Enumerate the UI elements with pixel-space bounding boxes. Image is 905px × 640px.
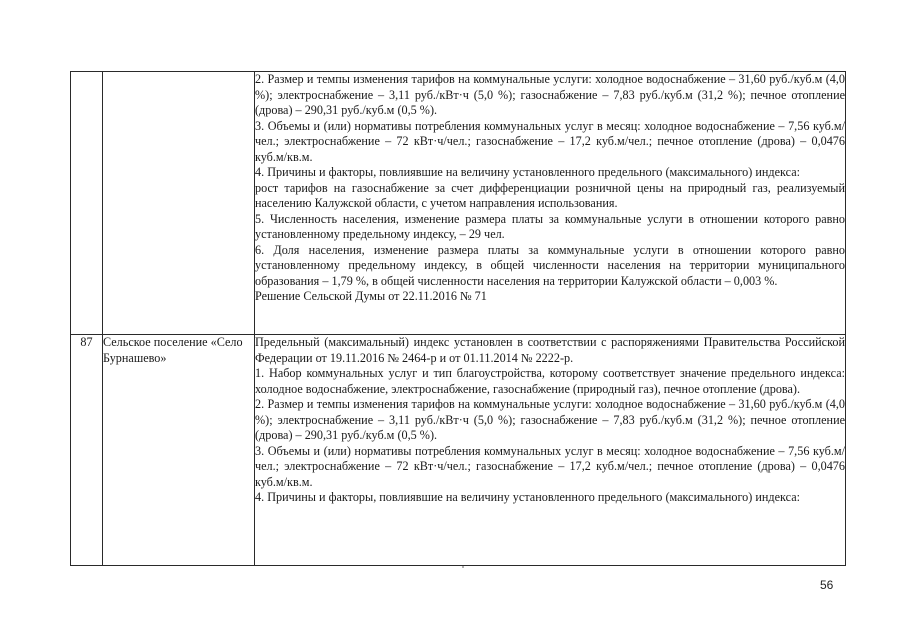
table-row	[71, 72, 846, 335]
paragraph: 2. Размер и темпы изменения тарифов на коммунальные услуги: холодное водоснабжение – 31,60 руб./куб.м (4,0 %); электроснабжение – 3,11 руб./кВт·ч (5,0 %); газоснабжение – 7,83 руб./куб.м (31,2 %); печное отопление (дрова) – 290,31 руб./куб.м (0,5 %).	[255, 72, 845, 117]
municipality-cell: Сельское поселение «Село Бурнашево»	[103, 335, 255, 566]
paragraph: Предельный (максимальный) индекс установлен в соответствии с распоряжениями Правительства Российской Федерации от 19.11.2016 № 2464-р и от 01.11.2014 № 2222-р.	[255, 335, 845, 365]
paragraph: 5. Численность населения, изменение размера платы за коммунальные услуги в отношении которого равно установленному предельному индексу, – 29 чел.	[255, 211, 845, 241]
paragraph: 2. Размер и темпы изменения тарифов на коммунальные услуги: холодное водоснабжение – 31,60 руб./куб.м (4,0 %); электроснабжение – 3,11 руб./кВт·ч (5,0 %); газоснабжение – 7,83 руб./куб.м (31,2 %); печное отопление (дрова) – 290,31 руб./куб.м (0,5 %).	[255, 397, 845, 442]
table-row	[71, 335, 846, 566]
paragraph: рост тарифов на газоснабжение за счет дифференциации розничной цены на природный газ, реализуемый населению Калужской области, с учетом направления использования.	[255, 180, 845, 210]
municipality-cell	[103, 72, 255, 335]
paragraph: 6. Доля населения, изменение размера платы за коммунальные услуги в отношении которого равно установленному предельному индексу, в общей численности населения на территории муниципального образования – 1,79 %, в общей численности населения на территории Калужской области – 0,003 %.	[255, 242, 845, 288]
regulations-table	[70, 71, 846, 566]
paragraph: 4. Причины и факторы, повлиявшие на величину установленного предельного (максимального) индекса:	[255, 490, 801, 504]
paragraph: 3. Объемы и (или) нормативы потребления коммунальных услуг в месяц: холодное водоснабжение – 7,56 куб.м/чел.; электроснабжение – 72 кВт·ч/чел.; газоснабжение – 17,2 куб.м/чел.; печное отопление (дрова) – 0,0476 куб.м/кв.м.	[255, 118, 845, 164]
paragraph: 3. Объемы и (или) нормативы потребления коммунальных услуг в месяц: холодное водоснабжение – 7,56 куб.м/чел.; электроснабжение – 72 кВт·ч/чел.; газоснабжение – 17,2 куб.м/чел.; печное отопление (дрова) – 0,0476 куб.м/кв.м.	[255, 443, 845, 489]
paragraph: 1. Набор коммунальных услуг и тип благоустройства, которому соответствует значение предельного индекса: холодное водоснабжение, электроснабжение, газоснабжение (природный газ), печное отопление (дрова).	[255, 366, 845, 396]
row-number-cell: 87	[71, 335, 103, 566]
details-cell	[255, 72, 846, 335]
paragraph: 4. Причины и факторы, повлиявшие на величину установленного предельного (максимального) индекса:	[255, 165, 801, 179]
scan-speck	[462, 566, 464, 568]
page-number: 56	[820, 578, 834, 592]
decision-reference: Решение Сельской Думы от 22.11.2016 № 71	[255, 289, 487, 303]
details-cell	[255, 335, 846, 566]
row-number-cell	[71, 72, 103, 335]
